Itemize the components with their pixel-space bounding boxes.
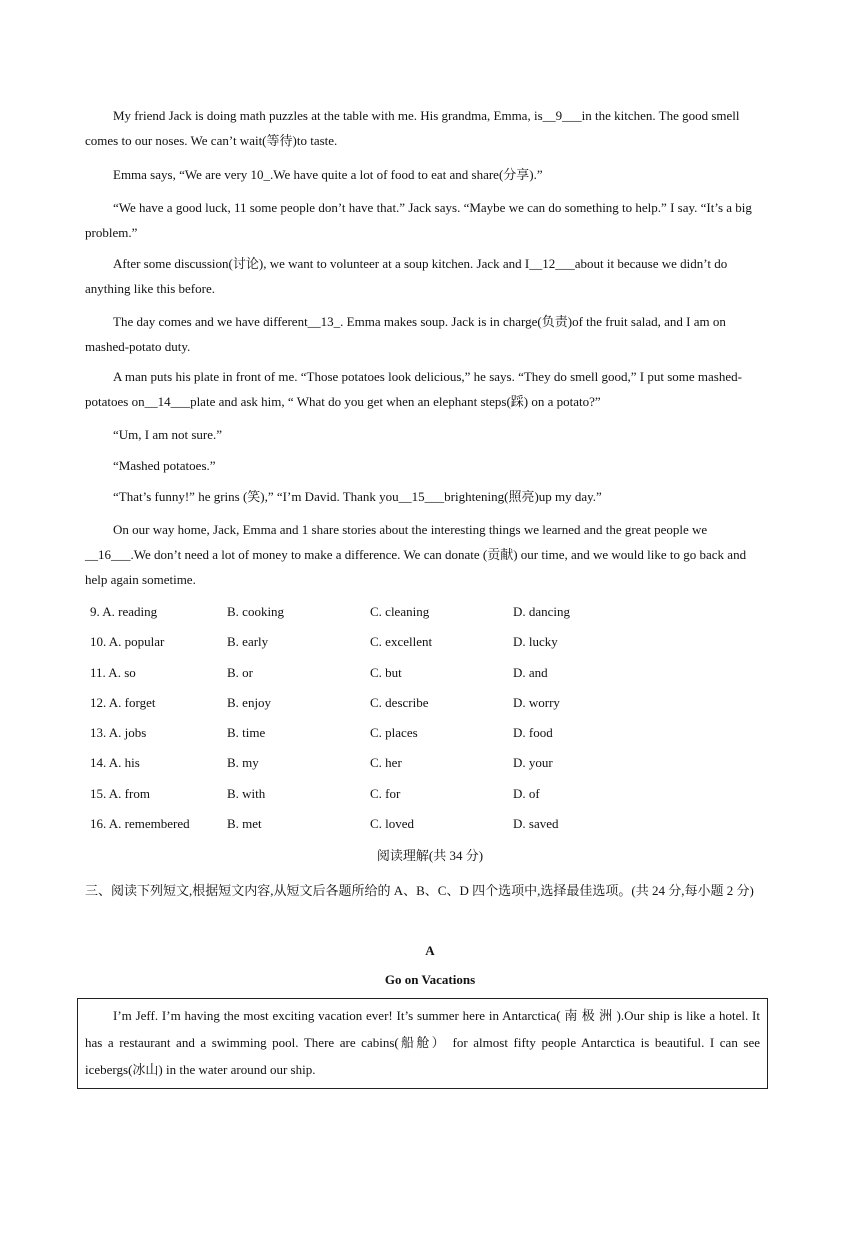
option-d: D. of (513, 785, 540, 801)
option-row (90, 690, 770, 720)
passage-paragraph-3: “We have a good luck, 11 some people don’t have that.” Jack says. “Maybe we can do something to help.” I say. “It’s a big problem.” (85, 200, 752, 240)
option-a: 15. A. from (90, 785, 150, 801)
option-a: 14. A. his (90, 755, 140, 771)
option-c: C. describe (370, 694, 429, 710)
option-c: C. places (370, 725, 418, 741)
passage-paragraph-4: After some discussion(讨论), we want to volunteer at a soup kitchen. Jack and I__12___about it because we didn’t do anything like this before. (85, 256, 728, 296)
passage-paragraph-9: “That’s funny!” he grins (笑),” “I’m David. Thank you__15___brightening(照亮)up my day.” (113, 489, 602, 504)
passage-box (77, 998, 768, 1089)
option-row (90, 720, 770, 750)
option-b: B. with (227, 785, 266, 801)
option-d: D. food (513, 725, 553, 741)
option-c: C. cleaning (370, 604, 430, 619)
passage-letter: A (425, 943, 435, 958)
option-a: 11. A. so (90, 664, 136, 680)
option-a: 10. A. popular (90, 634, 165, 650)
option-c: C. her (370, 755, 402, 771)
passage-paragraph-2: Emma says, “We are very 10_.We have quite a lot of food to eat and share(分享).” (113, 167, 543, 182)
option-row (90, 629, 770, 659)
option-c: C. for (370, 785, 401, 801)
passage-paragraph-7: “Um, I am not sure.” (113, 427, 223, 442)
option-d: D. dancing (513, 604, 571, 619)
option-b: B. enjoy (227, 694, 272, 710)
option-d: D. and (513, 664, 548, 680)
option-row (90, 599, 770, 629)
passage-paragraph-10: On our way home, Jack, Emma and 1 share stories about the interesting things we learned and the great people we __16___.We don’t need a lot of money to make a difference. We can donate (贡献) our time, and we would like to go back and help again sometime. (85, 522, 747, 587)
option-b: B. my (227, 755, 259, 771)
option-d: D. saved (513, 816, 559, 832)
option-a: 16. A. remembered (90, 816, 190, 832)
option-row (90, 811, 770, 841)
options-table (90, 599, 770, 841)
option-a: 9. A. reading (90, 604, 158, 619)
option-d: D. lucky (513, 634, 558, 650)
option-b: B. or (227, 664, 253, 680)
option-b: B. time (227, 725, 266, 741)
option-b: B. met (227, 816, 262, 832)
option-d: D. worry (513, 694, 560, 710)
option-row (90, 750, 770, 780)
option-b: B. early (227, 634, 269, 650)
passage-paragraph-8: “Mashed potatoes.” (113, 458, 216, 473)
option-a: 12. A. forget (90, 694, 156, 710)
section-instruction: 三、阅读下列短文,根据短文内容,从短文后各题所给的 A、B、C、D 四个选项中,选择最佳选项。(共 24 分,每小题 2 分) (85, 883, 754, 898)
option-c: C. excellent (370, 634, 433, 650)
option-c: C. but (370, 664, 402, 680)
option-b: B. cooking (227, 604, 285, 619)
section-title: 阅读理解(共 34 分) (376, 848, 484, 863)
passage-box-text: I’m Jeff. I’m having the most exciting vacation ever! It’s summer here in Antarctica( 南 极 洲 ).Our ship is like a hotel. It has a restaurant and a swimming pool. There are cabins(船舱） for almost fifty people Antarctica is beautiful. I can see icebergs(冰山) in the water around our ship. (85, 1008, 760, 1077)
option-a: 13. A. jobs (90, 725, 147, 741)
passage-paragraph-1: My friend Jack is doing math puzzles at the table with me. His grandma, Emma, is__9___in the kitchen. The good smell comes to our noses. We can’t wait(等待)to taste. (85, 108, 740, 148)
passage-title: Go on Vacations (384, 972, 476, 987)
passage-paragraph-6: A man puts his plate in front of me. “Those potatoes look delicious,” he says. “They do smell good,” I put some mashed-potatoes on__14___plate and ask him, “ What do you get when an elephant steps(踩) on a potato?” (85, 369, 742, 409)
option-row (90, 660, 770, 690)
passage-paragraph-5: The day comes and we have different__13_. Emma makes soup. Jack is in charge(负责)of the fruit salad, and I am on mashed-potato duty. (85, 314, 726, 354)
option-c: C. loved (370, 816, 415, 832)
option-d: D. your (513, 755, 553, 771)
option-row (90, 781, 770, 811)
